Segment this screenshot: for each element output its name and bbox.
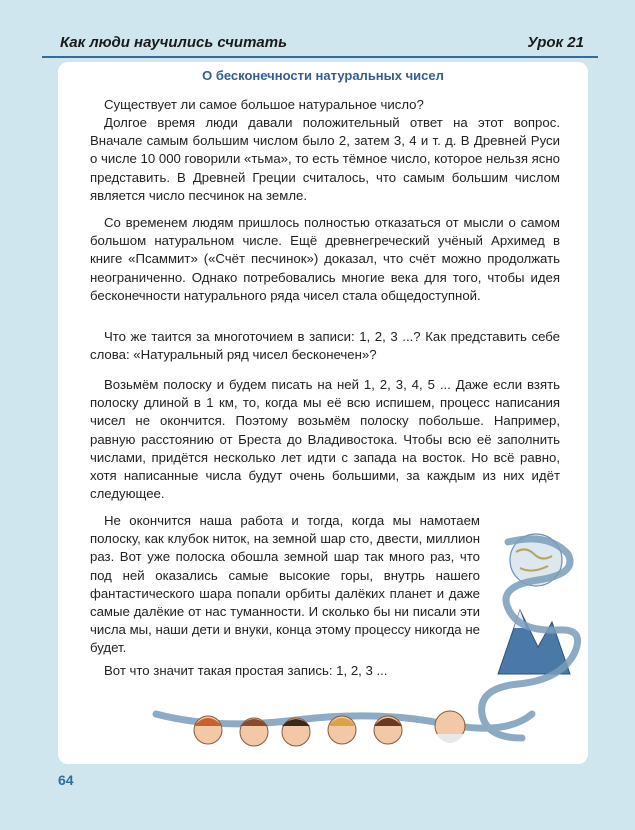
- elder-icon: [435, 711, 465, 743]
- children-with-number-ribbon-illustration: [58, 62, 588, 764]
- article-title: О бесконечности натуральных чисел: [202, 68, 444, 83]
- lesson-label: Урок 21: [527, 34, 584, 51]
- child-icon: [328, 716, 356, 744]
- chapter-title: Как люди научились считать: [60, 34, 288, 51]
- child-icon: [194, 716, 222, 744]
- paragraph-question: Существует ли самое большое натуральное число?: [104, 97, 424, 112]
- child-icon: [282, 718, 310, 746]
- page-number: 64: [58, 772, 74, 788]
- paragraph-archimedes: Со временем людям пришлось полностью отказаться от мысли о самом большом натуральном числе. Ещё древнегреческий учёный Архимед в книге «Псаммит» («Счёт песчинок») доказал, что счёт можно продолжать неограниченно. Однако потребовались многие века для того, чтобы идея бесконечности натурального ряда чисел стала общедоступной.: [90, 215, 560, 303]
- child-icon: [374, 716, 402, 744]
- paragraph-ellipsis: Что же таится за многоточием в записи: 1, 2, 3 ...? Как представить себе слова: «Натуральный ряд чисел бесконечен»?: [90, 329, 560, 363]
- child-icon: [240, 718, 268, 746]
- paragraph-strip: Возьмём полоску и будем писать на ней 1, 2, 3, 4, 5 ... Даже если взять полоску длиной в 1 км, то, когда мы её всю испишем, процесс написания чисел не окончится. Поэтому возьмём полоску побольше. Например, равную расстоянию от Бреста до Владивостока. Чтобы всю её заполнить числами, придётся несколько лет идти с запада на восток. Но всё равно, хотя написанные числа будут очень большими, за каждым из них идёт следующее.: [90, 377, 560, 502]
- paragraph-globe: Не окончится наша работа и тогда, когда мы намотаем полоску, как клубок ниток, на земной шар сто, двести, миллион раз. Вот уже полоска обошла земной шар так много раз, что под ней оказались самые высокие горы, внутрь нашего фантастического шара попали орбиты далёких планет и даже самые далёкие от нас туманности. И сколько бы ни писали эти числа мы, наши дети и внуки, конца этому процессу никогда не будет.: [90, 513, 480, 656]
- content-card: [58, 62, 588, 764]
- paragraph-conclusion: Вот что значит такая простая запись: 1, 2, 3 ...: [104, 663, 388, 678]
- mountains-icon: [498, 610, 570, 674]
- paragraph-history: Долгое время люди давали положительный ответ на этот вопрос. Вначале самым большим числом было 2, затем 3, 4 и т. д. В Древней Руси о числе 10 000 говорили «тьма», то есть тёмное число, которое нельзя ясно представить. В Древней Греции считалось, что самым большим числом является число песчинок на земле.: [90, 115, 560, 203]
- chapter-header: [42, 30, 598, 58]
